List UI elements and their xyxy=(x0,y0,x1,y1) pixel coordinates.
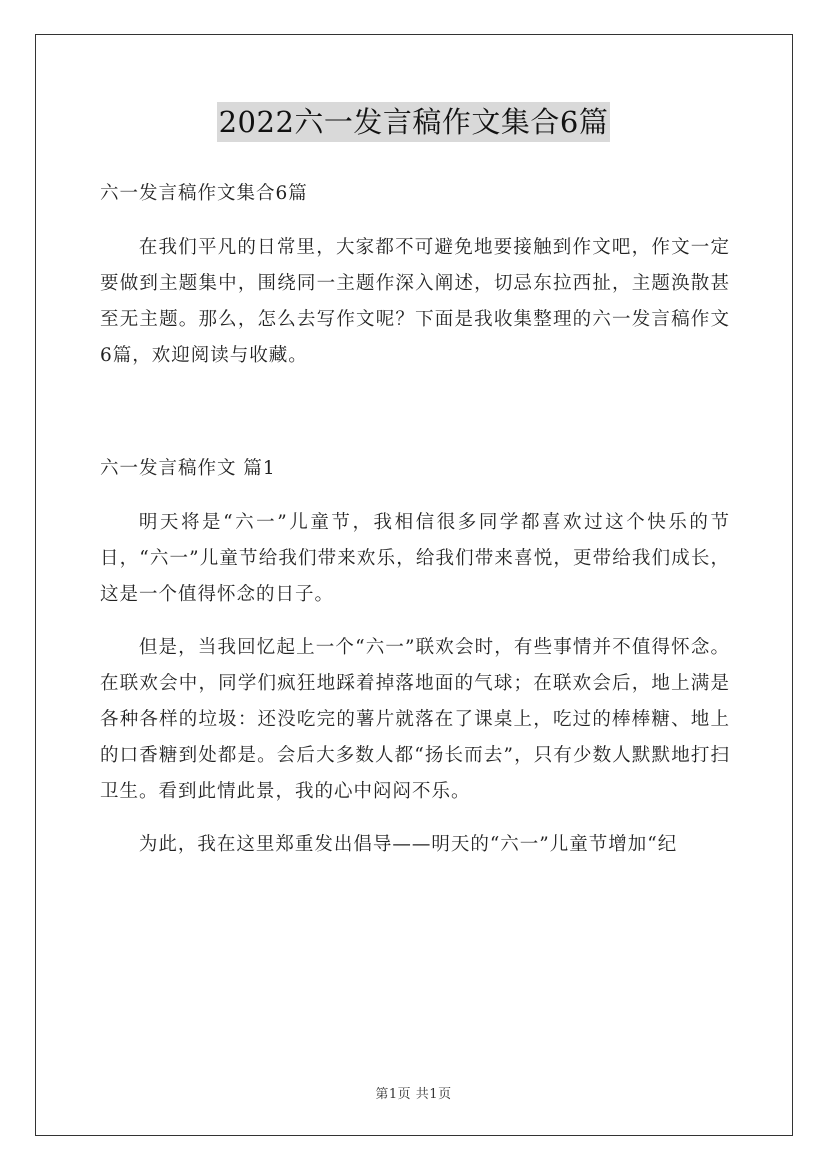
spacer xyxy=(100,810,730,827)
document-subtitle: 六一发言稿作文集合6篇 xyxy=(100,183,308,204)
page-footer: 第1页 共1页 xyxy=(375,1087,452,1102)
body-paragraph-1: 明天将是“六一”儿童节，我相信很多同学都喜欢过这个快乐的节日，“六一”儿童节给我们带来欢乐，给我们带来喜悦，更带给我们成长，这是一个值得怀念的日子。 xyxy=(100,512,730,605)
spacer xyxy=(100,374,730,451)
body-paragraph-3: 为此，我在这里郑重发出倡导——明天的“六一”儿童节增加“纪 xyxy=(138,834,678,855)
spacer xyxy=(100,613,730,630)
document-body xyxy=(100,176,730,863)
spacer xyxy=(100,487,730,505)
document-title: 2022六一发言稿作文集合6篇 xyxy=(217,102,611,142)
section-heading: 六一发言稿作文 篇1 xyxy=(100,458,276,479)
body-paragraph-2: 但是，当我回忆起上一个“六一”联欢会时，有些事情并不值得怀念。在联欢会中，同学们疯狂地踩着掉落地面的气球；在联欢会后，地上满是各种各样的垃圾：还没吃完的薯片就落在了课桌上，吃过的棒棒糖、地上的口香糖到处都是。会后大多数人都“扬长而去”，只有少数人默默地打扫卫生。看到此情此景，我的心中闷闷不乐。 xyxy=(100,637,730,802)
title-container xyxy=(0,102,827,142)
spacer xyxy=(100,212,730,230)
intro-paragraph: 在我们平凡的日常里，大家都不可避免地要接触到作文吧，作文一定要做到主题集中，围绕同一主题作深入阐述，切忌东拉西扯，主题涣散甚至无主题。那么，怎么去写作文呢？下面是我收集整理的六一发言稿作文6篇，欢迎阅读与收藏。 xyxy=(100,237,730,366)
